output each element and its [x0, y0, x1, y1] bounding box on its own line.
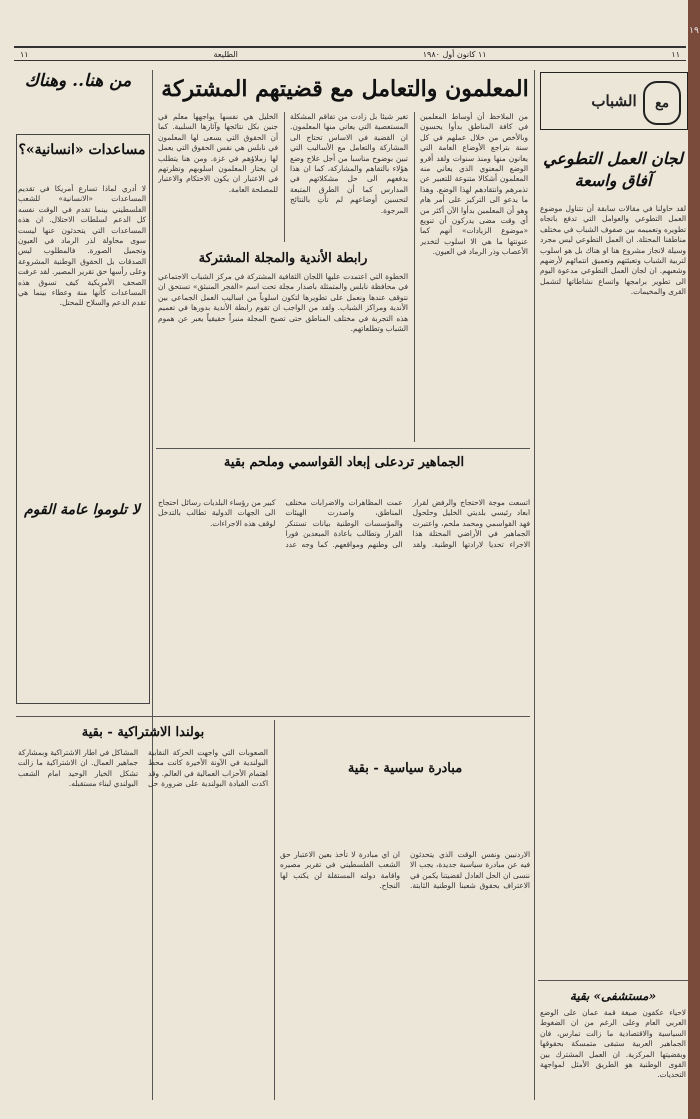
from-here-and-there-heading: من هنا.. وهناك — [24, 71, 132, 91]
section-mark: مع — [643, 81, 681, 125]
section-rule — [16, 716, 530, 717]
section-rule — [538, 980, 688, 981]
newspaper-name: الطليعة — [213, 49, 238, 59]
initiative-column: الاردنيين ونفس الوقت الذي يتحدثون فيه عن مبادرة سياسية جديدة، يجب الا ننسى ان الحل العادل لقضيتنا يكمن في الاعتراف بحقوق شعبنا الوطنية الثابتة. ان اي مبادرة لا تأخذ بعين الاعتبار حق الشعب الفلسطيني في تقرير مصيره واقامة دولته المستقلة لن يكتب لها النجاح. — [280, 850, 530, 891]
page-number-right: ١١ — [671, 49, 680, 59]
column-rule — [534, 70, 535, 1100]
teachers-column-1: من الملاحظ أن أوساط المعلمين في كافة المناطق بدأوا يحسون وبالأخص من خلال عملهم في كل سنة بتراجع الأوضاع العامة التي يعانون منها ومنذ سنوات ولقد أقرو الوضع المعنوي الذي يعاني منه المعلمون أشكالا متنوعة للتعبير عن تذمرهم وانتقادهم لهذا الوضع. وهذا ما يدعو الى التركيز على أمر هام وهو أن المعلمين بدأوا الآن أكثر من أي وقت مضى يدركون أن تنويع «موضوع الزيادات» أنهم كما عنونتها ما هي الا اسلوب لتخدير الأعصاب وذر الرماد في العيون. — [420, 112, 528, 257]
youth-column: لقد حاولنا في مقالات سابقة أن نتناول موضوع العمل التطوعي والعوامل التي تدفع باتجاه تطويره وتعميمه بين صفوف الشباب في مختلف مناطقنا المحتلة. ان العمل التطوعي ليس مجرد وسيلة لانجاز مشروع هنا او هناك بل هو اسلوب لتربية الشباب وتعبئتهم وتعميق انتمائهم لأرضهم وشعبهم. ان لجان العمل التطوعي مدعوة اليوم الى تطوير برامجها واتساع نشاطاتها لتشمل القرى والمخيمات. — [540, 204, 686, 297]
humanitarian-aid-heading: مساعدات «انسانية»؟ — [18, 142, 146, 158]
masses-column: اتسعت موجة الاحتجاج والرفض لقرار ابعاد رئيسي بلديتي الخليل وحلحول فهد القواسمي ومحمد ملحم، واعتبرت الجماهير في الأراضي المحتلة هذا الاجراء تحديا لارادتها الوطنية. ولقد عمت المظاهرات والاضرابات مختلف المناطق، واصدرت الهيئات والمؤسسات الوطنية بيانات تستنكر القرار وتطالب باعادة المبعدين فورا الى وطنهم ومواقعهم. كما وجه عدد كبير من رؤساء البلديات رسائل احتجاج الى الجهات الدولية تطالب بالتدخل لوقف هذه الاجراءات. — [158, 498, 530, 549]
page-edge — [688, 0, 700, 1119]
top-bar — [14, 46, 686, 61]
teachers-column-3: الخليل هي نفسها يواجهها معلم في جنين بكل نتائجها وآثارها السلبية. كما أن الحقوق التي يسعى لها المعلمون في نابلس هي نفس الحقوق التي يعمل لها زملاؤهم في غزة. ومن هنا يتطلب ان يختار المعلمون اسلوبهم ونظرتهم في الاعتبار ان يكون الاحتكام والاعتبار للمصلحة العامة. — [158, 112, 278, 194]
humanitarian-aid-column: لا أدري لماذا تسارع أمريكا في تقديم المساعدات «الانسانية» للشعب الفلسطيني بينما تقدم في الوقت نفسه كل الدعم لسلطات الاحتلال. ان هذه المساعدات التي يتحدثون عنها ليست سوى محاولة لذر الرماد في العيون وتجميل الصورة. فالمطلوب ليس الصدقات بل الحقوق الوطنية المشروعة وعلى رأسها حق تقرير المصير. لقد عرفت الصحف الأمريكية كيف تسوق هذه المساعدات كأنها منة وعطاء بينما هي تقدم الدعم والسلاح للمحتل. — [18, 184, 146, 308]
column-rule — [414, 112, 415, 442]
section-label-text: الشباب — [591, 92, 637, 110]
box-border — [16, 134, 150, 704]
masses-headline: الجماهير تردعلى إبعاد القواسمي وملحم بقية — [223, 455, 465, 470]
edge-number: ١٩ — [689, 26, 699, 36]
poland-headline: بولندا الاشتراكية - بقية — [81, 725, 205, 740]
section-rule — [156, 448, 530, 449]
initiative-headline: مبادرة سياسية - بقية — [347, 761, 463, 776]
issue-date: ١١ كانون أول ١٩٨٠ — [422, 49, 487, 59]
teachers-column-2: تغير شيئا بل زادت من تفاقم المشكلة المستعصية التي يعاني منها المعلمون. ان القضية في الاساس تحتاج الى المشاركة والتعامل مع الأساليب التي تبين بوضوح مناسبا من أجل علاج وضع هؤلاء بالتفاهم والمشاركة، كما ان هذا يدفعهم الى حل مشكلاتهم في المدارس كما أن الطرق المتبعة لتحسين أوضاعهم لم تأتِ بالنتائج المرجوة. — [290, 112, 408, 215]
clubs-column: الخطوة التي اعتمدت عليها اللجان الثقافية المشتركة في مركز الشباب الاجتماعي في محافظة نابلس والمتمثلة باصدار مجلة تحت اسم «الفجر المنبثق» تستحق ان نتوقف عندها ونعمل على تطويرها لتكون اسلوباً من اساليب العمل الجماعي بين الأندية ومراكز الشباب. ولقد من الواجب ان تقوم رابطة الأندية بدورها في تعميم هذه التجربة في مختلف المناطق حتى تصبح المجلة منبراً حقيقياً يعبر عن هموم الشباب وتطلعاتهم. — [158, 272, 408, 334]
main-headline: المعلمون والتعامل مع قضيتهم المشتركة — [161, 76, 529, 102]
youth-headline: لجان العمل التطوعي آفاق واسعة — [543, 149, 683, 190]
dont-blame-heading: لا تلوموا عامة القوم — [24, 502, 140, 518]
youth-section-label — [540, 72, 688, 130]
mustashfa-headline: «مستشفى» بقية — [569, 989, 657, 1003]
page-number-left: ١١ — [20, 49, 29, 59]
clubs-headline: رابطة الأندية والمجلة المشتركة — [198, 251, 368, 266]
column-rule — [274, 720, 275, 1100]
mustashfa-column: لاحياء عكفون صيغة قمة عمان على الوضع العربي العام وعلى الرغم من ان الضغوط السياسية والاقتصادية ما زالت تمارس، فان الجماهير العربية ستبقى متمسكة بحقوقها وبقضيتها المركزية. ان العمل المشترك بين القوى الوطنية هو الطريق الأمثل لمواجهة التحديات. — [540, 1008, 686, 1080]
column-rule — [284, 112, 285, 242]
poland-column: الصعوبات التي واجهت الحركة النقابية البولندية في الآونة الأخيرة كانت محط اهتمام الأحزاب العمالية في العالم. وقد اكدت القيادة البولندية على ضرورة حل المشاكل في اطار الاشتراكية وبمشاركة جماهير العمال. ان الاشتراكية ما زالت تشكل الخيار الوحيد امام الشعب البولندي لبناء مستقبله. — [18, 748, 268, 789]
